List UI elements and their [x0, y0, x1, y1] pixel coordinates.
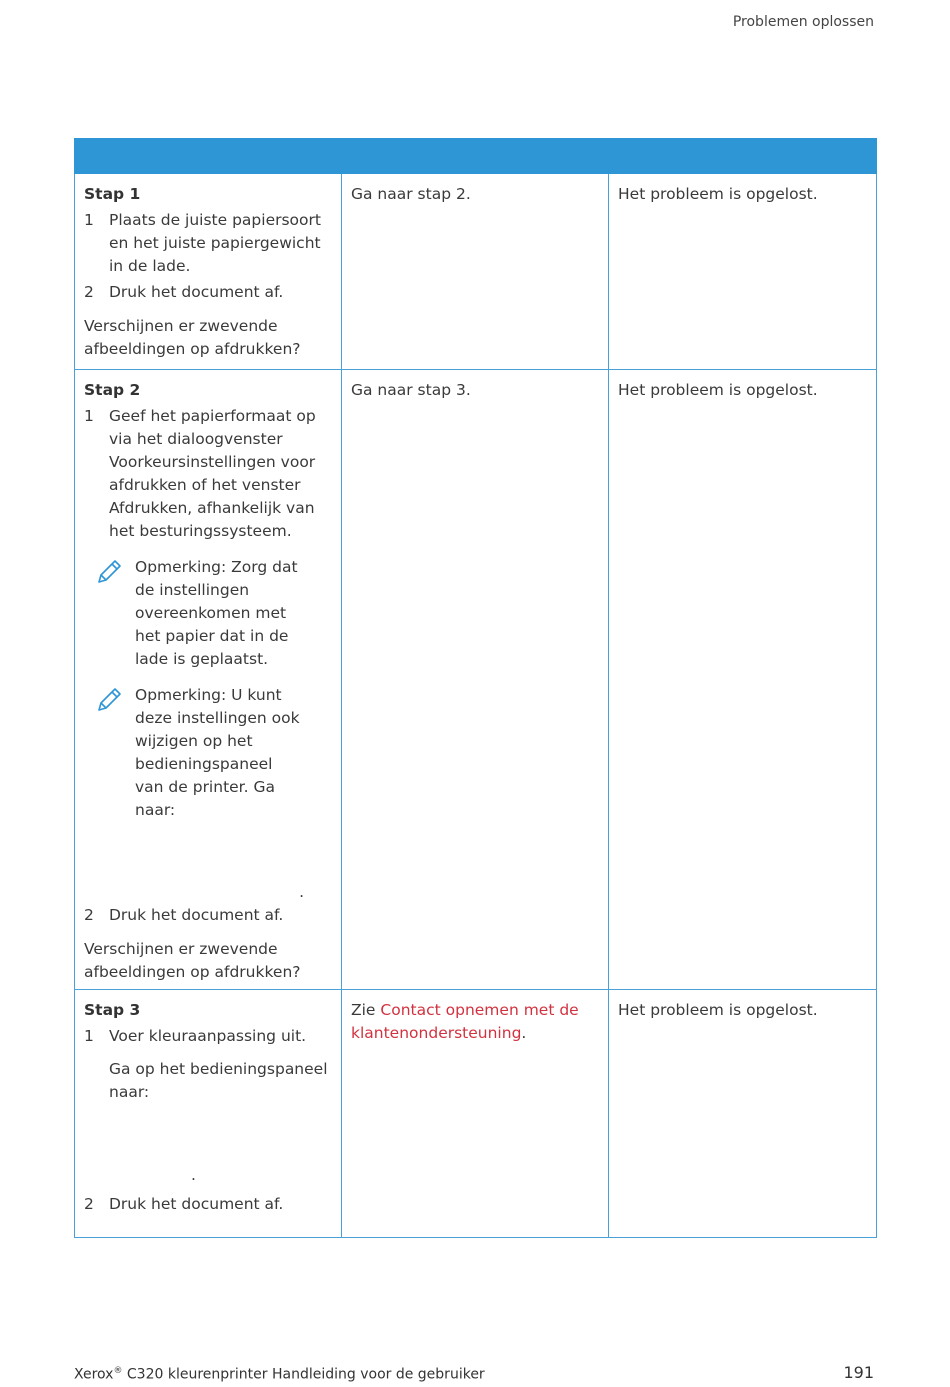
table-row	[75, 174, 877, 370]
item-number: 2	[84, 283, 94, 301]
header-cell-yes	[342, 139, 609, 174]
item-number: 1	[84, 211, 94, 229]
step-list	[84, 209, 332, 304]
yes-cell	[342, 990, 609, 1238]
yes-text: Ga naar stap 2.	[351, 185, 471, 203]
menu-path-placeholder	[84, 1104, 332, 1167]
menu-path-end: .	[299, 883, 304, 901]
list-item	[84, 281, 332, 304]
step-title: Stap 1	[84, 185, 141, 203]
pencil-icon	[96, 685, 124, 713]
item-text: Plaats de juiste papiersoort en het juiste papiergewicht in de lade.	[109, 211, 321, 275]
no-text: Het probleem is opgelost.	[618, 381, 818, 399]
note-text: Opmerking: U kunt deze instellingen ook wijzigen op het bedieningspaneel van de printer. Ga naar:	[135, 686, 300, 819]
list-item	[84, 1025, 332, 1048]
item-number: 2	[84, 1195, 94, 1213]
page-number: 191	[843, 1363, 874, 1382]
yes-text: Ga naar stap 3.	[351, 381, 471, 399]
note-text: Opmerking: Zorg dat de instellingen overeenkomen met het papier dat in de lade is geplaatst.	[135, 558, 298, 668]
header-cell-no	[609, 139, 877, 174]
list-item	[84, 209, 332, 278]
step-question: Verschijnen er zwevende afbeeldingen op afdrukken?	[84, 317, 301, 358]
yes-suffix: .	[521, 1024, 527, 1042]
item-number: 2	[84, 906, 94, 924]
action-cell	[75, 990, 342, 1238]
table-row	[75, 990, 877, 1238]
note	[84, 556, 305, 671]
step-question: Verschijnen er zwevende afbeeldingen op afdrukken?	[84, 940, 301, 981]
item-text: Druk het document af.	[109, 1195, 284, 1213]
pencil-icon	[96, 557, 124, 585]
no-cell	[609, 174, 877, 370]
step-list	[84, 1025, 332, 1048]
footer-doc-title: C320 kleurenprinter Handleiding voor de gebruiker	[122, 1366, 485, 1383]
yes-prefix: Zie	[351, 1001, 381, 1019]
control-panel-instruction: Ga op het bedieningspaneel naar:	[109, 1060, 328, 1101]
item-number: 1	[84, 407, 94, 425]
item-text: Geef het papierformaat op via het dialoogvenster Voorkeursinstellingen voor afdrukken of het venster Afdrukken, afhankelijk van het besturingssysteem.	[109, 407, 316, 540]
note	[84, 684, 305, 822]
yes-cell	[342, 174, 609, 370]
step-title: Stap 2	[84, 381, 141, 399]
item-text: Voer kleuraanpassing uit.	[109, 1027, 307, 1045]
table-row	[75, 370, 877, 990]
item-text: Druk het document af.	[109, 283, 284, 301]
yes-cell	[342, 370, 609, 990]
no-cell	[609, 990, 877, 1238]
menu-path-end: .	[191, 1166, 196, 1184]
action-cell	[75, 370, 342, 990]
action-cell	[75, 174, 342, 370]
contact-support-link[interactable]: Contact opnemen met de klantenondersteuning	[351, 1001, 579, 1042]
troubleshooting-table	[74, 138, 877, 1238]
registered-mark: ®	[113, 1366, 123, 1376]
menu-path-placeholder	[84, 832, 332, 884]
header-cell-action	[75, 139, 342, 174]
footer-brand: Xerox	[74, 1366, 114, 1383]
no-text: Het probleem is opgelost.	[618, 185, 818, 203]
no-cell	[609, 370, 877, 990]
no-text: Het probleem is opgelost.	[618, 1001, 818, 1019]
item-number: 1	[84, 1027, 94, 1045]
item-text: Druk het document af.	[109, 906, 284, 924]
footer-title	[74, 1366, 485, 1383]
step-title: Stap 3	[84, 1001, 141, 1019]
step-list	[84, 904, 332, 927]
step-list	[84, 405, 332, 543]
step-list	[84, 1193, 332, 1216]
list-item	[84, 1193, 332, 1216]
table-header-row	[75, 139, 877, 174]
list-item	[84, 904, 332, 927]
running-head: Problemen oplossen	[732, 14, 874, 30]
list-item	[84, 405, 332, 543]
